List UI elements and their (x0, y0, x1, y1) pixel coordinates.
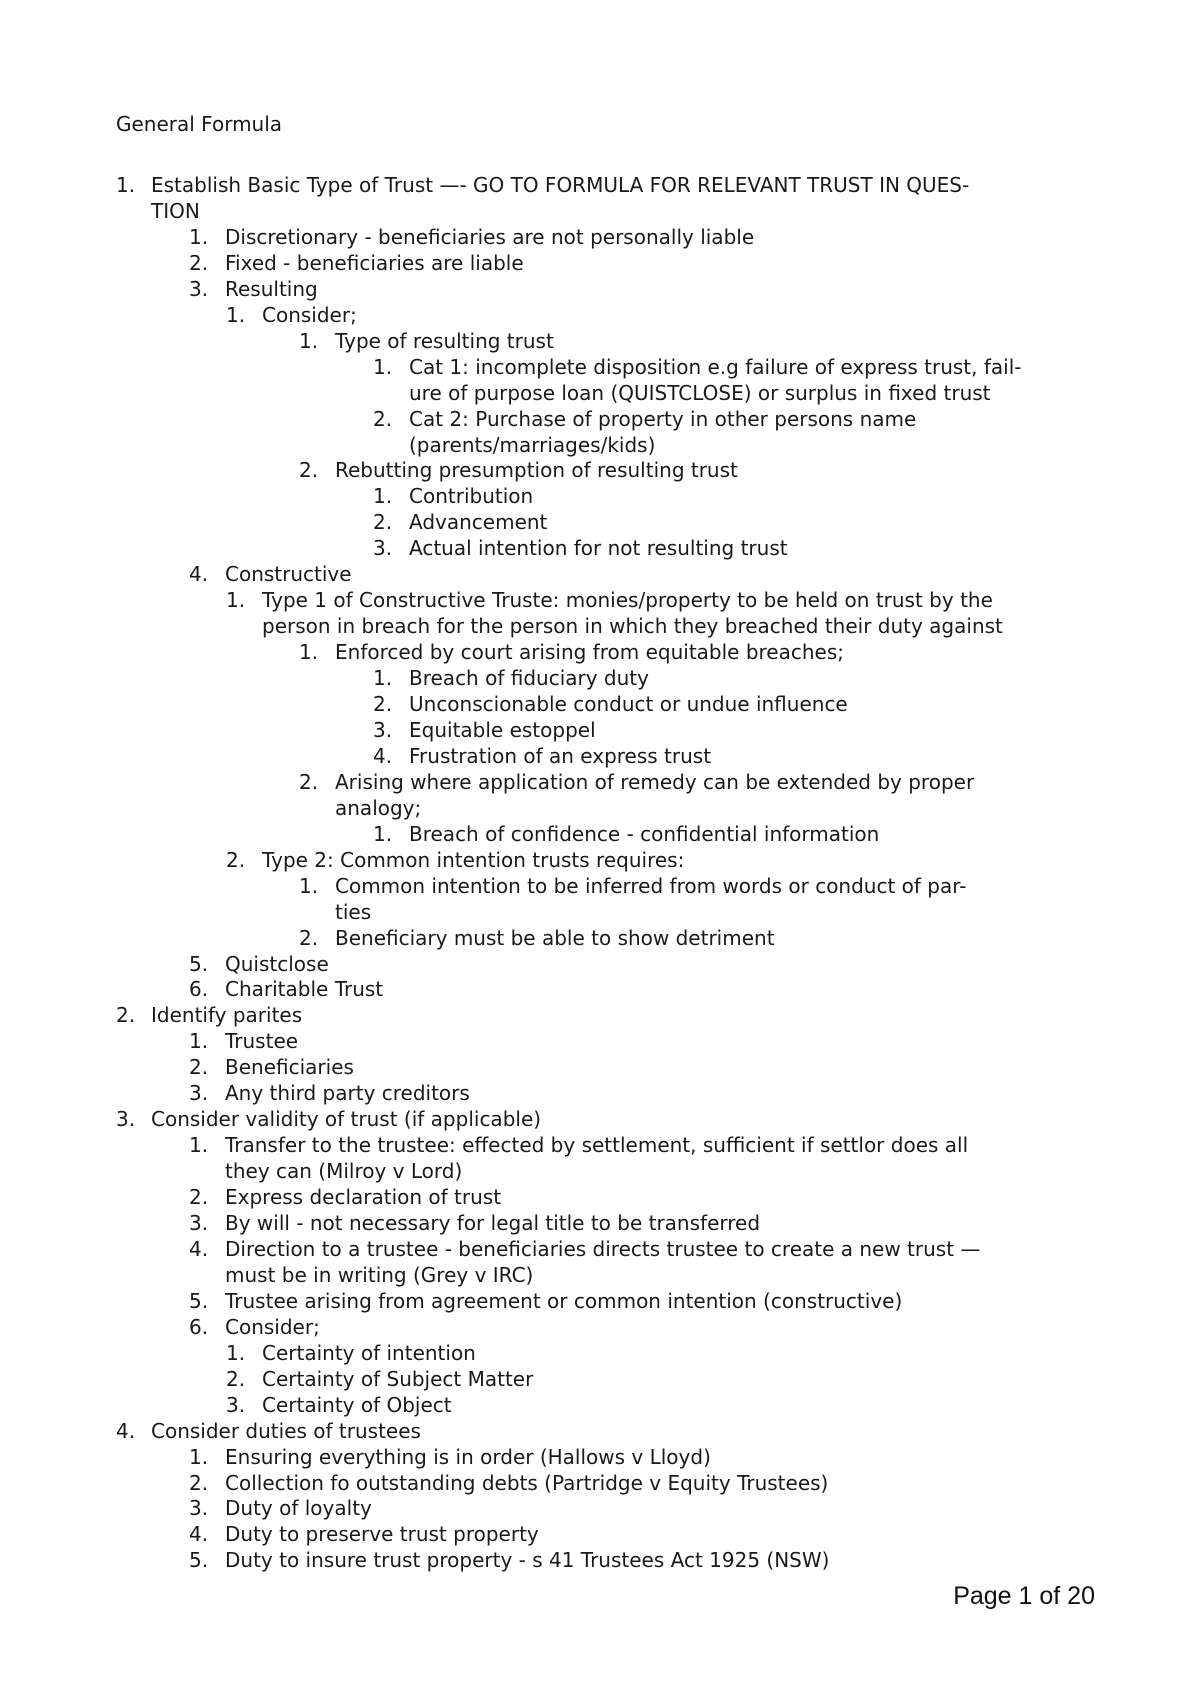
list-item (0, 406, 1200, 432)
list-item-number: 1. (226, 588, 246, 613)
list-item (0, 1210, 1200, 1236)
list-item-text: Certainty of Object (262, 1392, 452, 1417)
list-item (0, 432, 1200, 458)
list-item-number: 6. (189, 1314, 209, 1339)
list-item-text: must be in writing (Grey v IRC) (225, 1262, 534, 1287)
list-item-number: 3. (189, 1211, 209, 1235)
list-item-text: Rebutting presumption of resulting trust (335, 458, 738, 483)
list-item-text: Trustee arising from agreement or common intention (constructive) (225, 1288, 903, 1313)
list-item (0, 1444, 1200, 1470)
list-item-number: 2. (189, 250, 209, 275)
list-item-number: 2. (373, 692, 393, 716)
list-item-number: 1. (226, 302, 246, 327)
page-number: Page 1 of 20 (953, 1582, 1095, 1610)
list-item-text: Trustee (225, 1029, 299, 1054)
list-item-text: Constructive (225, 562, 352, 587)
list-item (0, 561, 1200, 587)
list-item-number: 1. (373, 821, 393, 846)
list-item-number: 1. (189, 224, 209, 249)
document-title: General Formula (116, 112, 283, 136)
list-item-number: 2. (226, 847, 246, 872)
list-item-text: Actual intention for not resulting trust (409, 536, 788, 561)
list-item (0, 976, 1200, 1002)
list-item-text: Breach of fiduciary duty (409, 666, 649, 691)
list-item (0, 276, 1200, 302)
list-item-number: 4. (189, 1236, 209, 1261)
list-item (0, 925, 1200, 951)
list-item (0, 1288, 1200, 1314)
list-item-number: 3. (373, 717, 393, 742)
list-item (0, 1132, 1200, 1158)
list-item-text: Charitable Trust (225, 977, 384, 1002)
list-item (0, 665, 1200, 691)
list-item-text: Establish Basic Type of Trust —- GO TO FORMULA FOR RELEVANT TRUST IN QUES- (151, 173, 970, 197)
list-item-text: (parents/marriages/kids) (409, 432, 656, 457)
list-item-text: Duty of loyalty (225, 1496, 372, 1521)
list-item-number: 2. (299, 925, 319, 950)
list-item-number: 3. (189, 1496, 209, 1521)
list-item-number: 1. (373, 484, 393, 509)
list-item-number: 2. (189, 1055, 209, 1080)
list-item-number: 2. (189, 1470, 209, 1495)
list-item-text: Equitable estoppel (409, 717, 596, 742)
list-item-text: Express declaration of trust (225, 1185, 502, 1210)
list-item-text: Arising where application of remedy can be extended by proper (335, 769, 975, 794)
list-item (0, 1158, 1200, 1184)
list-item-text: person in breach for the person in which they breached their duty against (262, 614, 1003, 639)
list-item (0, 691, 1200, 717)
list-item (0, 1028, 1200, 1054)
list-item-text: ties (335, 899, 372, 924)
list-item-number: 1. (299, 328, 319, 353)
list-item-number: 1. (299, 873, 319, 898)
list-item (0, 1262, 1200, 1288)
list-item-text: Certainty of Subject Matter (262, 1366, 534, 1391)
list-item (0, 1521, 1200, 1547)
list-item (0, 951, 1200, 977)
list-item-text: Fixed - beneficiaries are liable (225, 250, 524, 275)
list-item-number: 3. (116, 1107, 136, 1132)
list-item (0, 198, 1200, 224)
list-item-number: 2. (226, 1366, 246, 1391)
list-item (0, 509, 1200, 535)
list-item (0, 743, 1200, 769)
list-item-text: Identify parites (151, 1003, 303, 1028)
list-item-text: Duty to insure trust property - s 41 Trustees Act 1925 (NSW) (225, 1548, 830, 1573)
list-item-text: Duty to preserve trust property (225, 1522, 539, 1547)
list-item (0, 1418, 1200, 1444)
list-item-text: Ensuring everything is in order (Hallows v Lloyd) (225, 1444, 711, 1469)
list-item (0, 1106, 1200, 1132)
list-item (0, 1236, 1200, 1262)
list-item-text: Advancement (409, 510, 548, 535)
list-item-text: Resulting (225, 276, 318, 301)
list-item-text: Beneficiary must be able to show detriment (335, 925, 775, 950)
list-item (0, 250, 1200, 276)
list-item (0, 717, 1200, 743)
list-item (0, 613, 1200, 639)
list-item (0, 535, 1200, 561)
list-item (0, 354, 1200, 380)
list-item-number: 2. (299, 769, 319, 794)
list-item (0, 457, 1200, 483)
list-item-number: 5. (189, 1548, 209, 1573)
list-item-number: 3. (373, 536, 393, 561)
list-item-text: Cat 2: Purchase of property in other persons name (409, 406, 917, 431)
list-item-number: 6. (189, 977, 209, 1002)
list-item-text: Discretionary - beneficiaries are not personally liable (225, 224, 755, 249)
list-item-number: 4. (116, 1418, 136, 1443)
list-item-text: Beneficiaries (225, 1055, 354, 1080)
list-item-number: 5. (189, 1288, 209, 1313)
list-item-text: Any third party creditors (225, 1081, 470, 1106)
list-item-number: 3. (189, 276, 209, 301)
list-item-number: 1. (189, 1133, 209, 1158)
list-item-text: Breach of confidence - confidential information (409, 821, 880, 846)
list-item-number: 2. (373, 406, 393, 431)
list-item-text: Transfer to the trustee: effected by settlement, sufficient if settlor does all (225, 1133, 969, 1158)
list-item (0, 483, 1200, 509)
list-item-number: 1. (116, 173, 136, 197)
list-item-number: 2. (373, 510, 393, 535)
list-item-number: 2. (116, 1003, 136, 1028)
list-item-number: 1. (373, 666, 393, 691)
list-item (0, 328, 1200, 354)
list-item-number: 1. (189, 1029, 209, 1054)
list-item-number: 1. (299, 640, 319, 665)
list-item-number: 2. (299, 458, 319, 483)
list-item (0, 795, 1200, 821)
list-item-text: Cat 1: incomplete disposition e.g failure of express trust, fail- (409, 354, 1022, 379)
list-item (0, 1392, 1200, 1418)
list-item-text: Common intention to be inferred from words or conduct of par- (335, 873, 967, 898)
list-item-text: Certainty of intention (262, 1340, 476, 1365)
list-item (0, 899, 1200, 925)
list-item (0, 1495, 1200, 1521)
list-item (0, 1547, 1200, 1573)
list-item (0, 1002, 1200, 1028)
list-item-number: 1. (226, 1340, 246, 1365)
list-item (0, 1080, 1200, 1106)
list-item-text: Type 2: Common intention trusts requires: (262, 847, 685, 872)
list-item (0, 380, 1200, 406)
list-item-number: 1. (189, 1444, 209, 1469)
list-item-text: they can (Milroy v Lord) (225, 1159, 463, 1184)
list-item (0, 821, 1200, 847)
list-item-text: Frustration of an express trust (409, 743, 712, 768)
list-item-number: 2. (189, 1185, 209, 1210)
list-item-text: ure of purpose loan (QUISTCLOSE) or surplus in fixed trust (409, 380, 991, 405)
list-item-number: 4. (373, 743, 393, 768)
list-item-number: 4. (189, 562, 209, 587)
list-item (0, 873, 1200, 899)
list-item (0, 1314, 1200, 1340)
list-item-number: 1. (373, 354, 393, 379)
list-item-text: Direction to a trustee - beneficiaries directs trustee to create a new trust — (225, 1236, 981, 1261)
list-item-number: 4. (189, 1522, 209, 1547)
list-item-text: By will - not necessary for legal title to be transferred (225, 1211, 761, 1235)
list-item (0, 587, 1200, 613)
list-item-text: Consider; (225, 1314, 320, 1339)
list-item (0, 302, 1200, 328)
list-item (0, 769, 1200, 795)
list-item-text: Consider; (262, 302, 357, 327)
list-item-number: 5. (189, 951, 209, 976)
list-item (0, 1340, 1200, 1366)
list-item (0, 172, 1200, 198)
list-item (0, 1366, 1200, 1392)
list-item-text: Contribution (409, 484, 534, 509)
list-item-text: analogy; (335, 795, 422, 820)
list-item-text: Quistclose (225, 951, 329, 976)
list-item-text: Enforced by court arising from equitable breaches; (335, 640, 845, 665)
list-item-text: TION (151, 198, 200, 223)
list-item-text: Consider validity of trust (if applicable) (151, 1107, 542, 1132)
list-item (0, 1470, 1200, 1496)
list-item (0, 639, 1200, 665)
list-item (0, 224, 1200, 250)
list-item-text: Consider duties of trustees (151, 1418, 421, 1443)
list-item-text: Collection fo outstanding debts (Partridge v Equity Trustees) (225, 1470, 829, 1495)
list-item-number: 3. (226, 1392, 246, 1417)
list-item-text: Type 1 of Constructive Truste: monies/property to be held on trust by the (262, 588, 993, 613)
list-item-number: 3. (189, 1081, 209, 1106)
list-item (0, 1184, 1200, 1210)
list-item-text: Unconscionable conduct or undue influence (409, 692, 848, 716)
list-item (0, 1054, 1200, 1080)
list-item (0, 847, 1200, 873)
list-item-text: Type of resulting trust (335, 328, 554, 353)
